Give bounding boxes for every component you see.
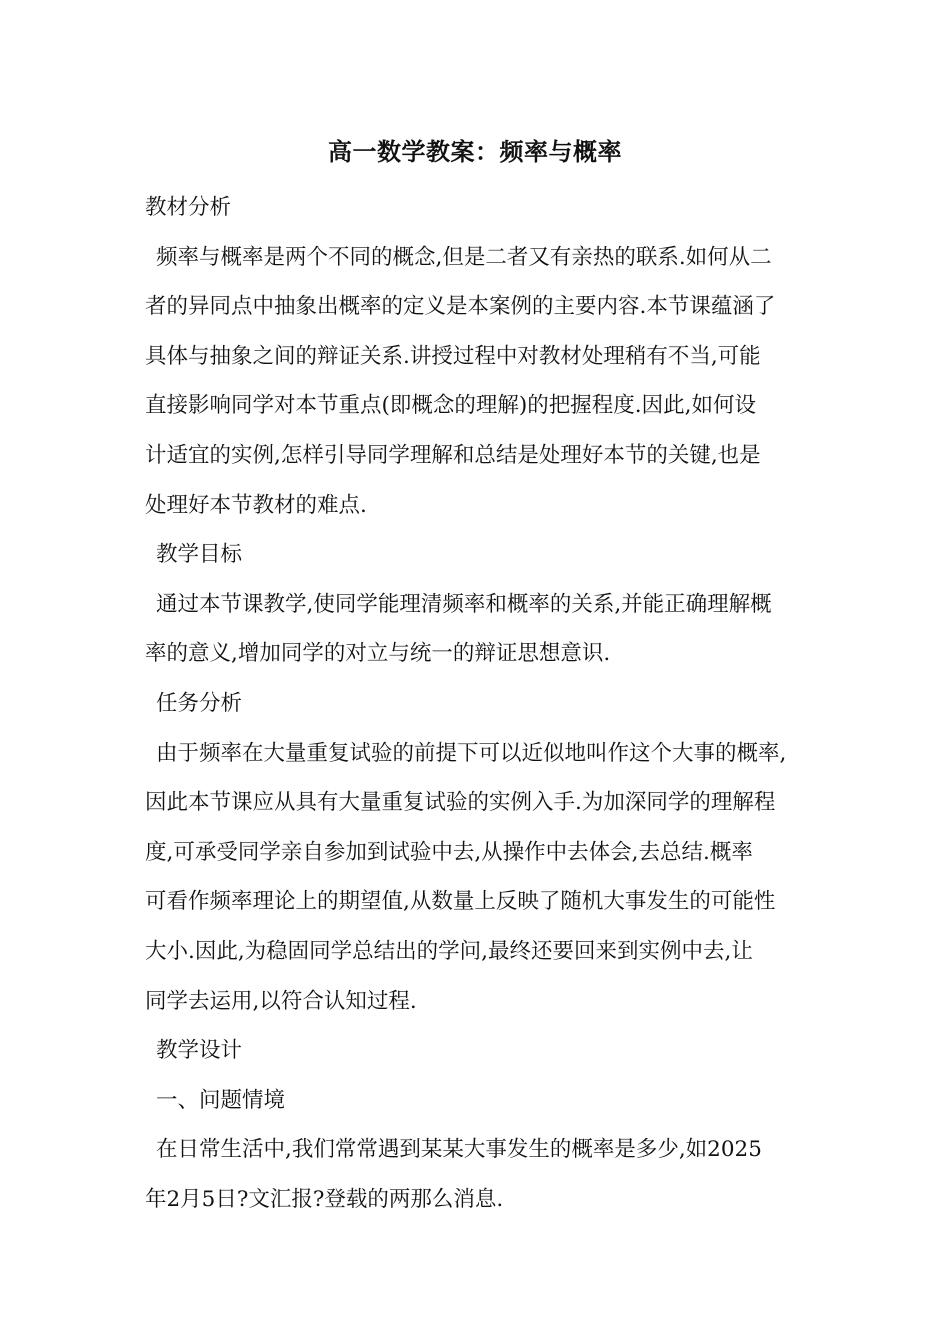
paragraph-line: 年2月5日?文汇报?登载的两那么消息. — [145, 1186, 504, 1212]
paragraph-line: 计适宜的实例,怎样引导同学理解和总结是处理好本节的关键,也是 — [145, 442, 761, 468]
paragraph-line: 大小.因此,为稳固同学总结出的学问,最终还要回来到实例中去,让 — [145, 938, 753, 964]
paragraph-line: 处理好本节教材的难点. — [145, 492, 367, 518]
document-body — [145, 183, 810, 1224]
section-heading-task-analysis: 任务分析 — [156, 690, 243, 716]
subsection-heading-problem-context: 一、问题情境 — [156, 1087, 286, 1113]
paragraph-line: 在日常生活中,我们常常遇到某某大事发生的概率是多少,如2025 — [156, 1137, 762, 1163]
paragraph-line: 频率与概率是两个不同的概念,但是二者又有亲热的联系.如何从二 — [156, 244, 772, 270]
paragraph-line: 可看作频率理论上的期望值,从数量上反映了随机大事发生的可能性 — [145, 889, 776, 915]
paragraph-line: 率的意义,增加同学的对立与统一的辩证思想意识. — [145, 641, 611, 667]
paragraph-line: 具体与抽象之间的辩证关系.讲授过程中对教材处理稍有不当,可能 — [145, 343, 761, 369]
section-heading-textbook-analysis: 教材分析 — [145, 195, 232, 220]
paragraph-line: 通过本节课教学,使同学能理清频率和概率的关系,并能正确理解概 — [156, 591, 772, 617]
paragraph-line: 者的异同点中抽象出概率的定义是本案例的主要内容.本节课蕴涵了 — [145, 294, 776, 320]
section-heading-teaching-goals: 教学目标 — [156, 542, 243, 568]
paragraph-line: 因此本节课应从具有大量重复试验的实例入手.为加深同学的理解程 — [145, 790, 776, 816]
document-title: 高一数学教案：频率与概率 — [328, 137, 622, 166]
section-heading-teaching-design: 教学设计 — [156, 1038, 243, 1064]
paragraph-line: 由于频率在大量重复试验的前提下可以近似地叫作这个大事的概率, — [156, 740, 787, 766]
paragraph-line: 同学去运用,以符合认知过程. — [145, 988, 417, 1014]
paragraph-line: 直接影响同学对本节重点(即概念的理解)的把握程度.因此,如何设 — [145, 393, 756, 419]
paragraph-line: 度,可承受同学亲自参加到试验中去,从操作中去体会,去总结.概率 — [145, 839, 753, 865]
